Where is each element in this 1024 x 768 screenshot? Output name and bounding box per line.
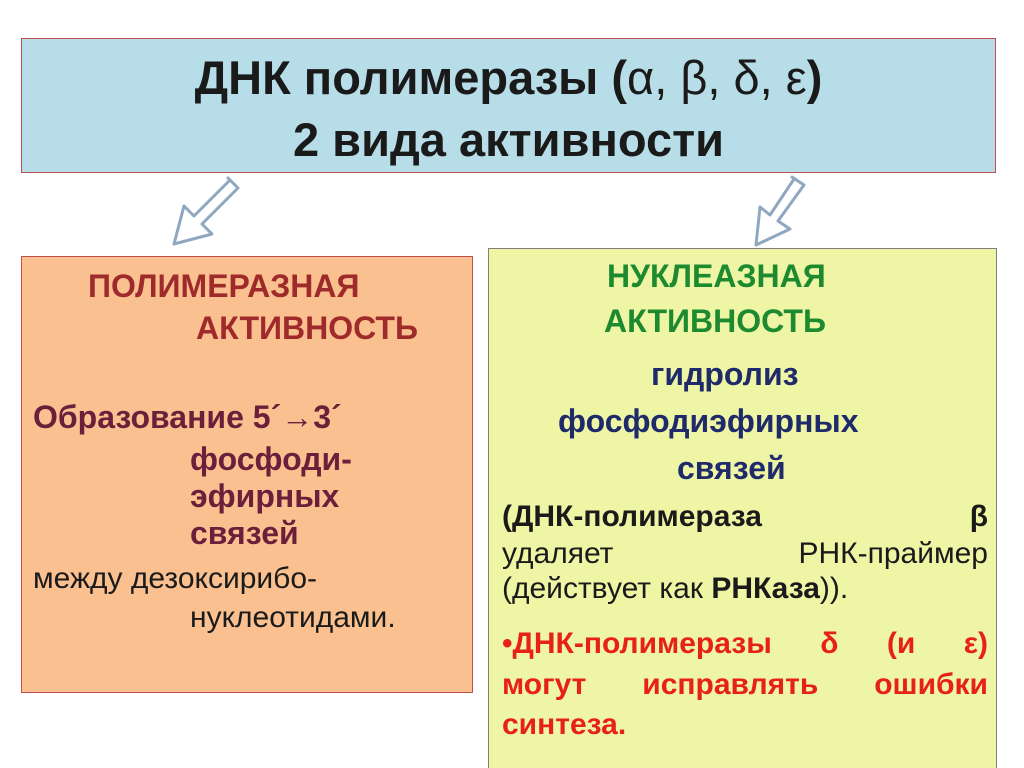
red-line1-c: (и — [886, 627, 916, 660]
left-note-line1: между дезоксирибо- — [33, 562, 318, 595]
red-line1-b: δ — [820, 627, 839, 660]
left-body-line3: эфирных — [190, 478, 340, 514]
red-line2 — [502, 668, 988, 702]
title-suffix: ) — [806, 51, 823, 104]
paren-line2 — [502, 537, 988, 571]
left-note-line2: нуклеотидами. — [190, 601, 396, 634]
title-line1 — [22, 49, 995, 107]
paren-line3-a: (действует как — [502, 572, 712, 605]
right-body-line1: гидролиз — [651, 356, 799, 392]
paren-line1-b: β — [969, 500, 988, 533]
paren-line1 — [502, 500, 988, 534]
red-line3: синтеза. — [502, 708, 627, 741]
red-line1 — [502, 627, 988, 661]
red-line1-d: ε) — [963, 627, 988, 660]
red-line2-b: исправлять — [642, 668, 819, 701]
paren-line2-b: РНК-праймер — [798, 537, 988, 570]
left-body-line4: связей — [190, 515, 299, 551]
left-body-line1: Образование 5´→3´ — [33, 399, 342, 435]
title-greek-letters: α, β, δ, ε — [627, 51, 807, 104]
right-heading-line2: АКТИВНОСТЬ — [604, 303, 826, 339]
left-down-arrow-icon — [168, 176, 250, 250]
right-body-line3: связей — [677, 450, 786, 486]
paren-line3-b: РНКаза — [711, 572, 820, 605]
right-down-arrow-icon — [736, 175, 810, 251]
paren-line2-a: удаляет — [502, 537, 614, 570]
red-line2-c: ошибки — [874, 668, 988, 701]
left-body-line2: фосфоди- — [190, 441, 352, 477]
title-line2: 2 вида активности — [292, 113, 724, 166]
red-line2-a: могут — [502, 668, 587, 701]
paren-line1-a: (ДНК-полимераза — [502, 500, 762, 533]
red-line1-a: •ДНК-полимеразы — [502, 627, 772, 660]
left-heading-line1: ПОЛИМЕРАЗНАЯ — [88, 268, 360, 304]
paren-line3 — [502, 572, 848, 606]
left-heading-line2: АКТИВНОСТЬ — [196, 310, 418, 346]
title-box — [21, 38, 996, 173]
right-heading-line1: НУКЛЕАЗНАЯ — [607, 258, 826, 294]
title-prefix: ДНК полимеразы ( — [194, 51, 628, 104]
paren-line3-c: )). — [819, 572, 849, 605]
right-body-line2: фосфодиэфирных — [558, 403, 859, 439]
